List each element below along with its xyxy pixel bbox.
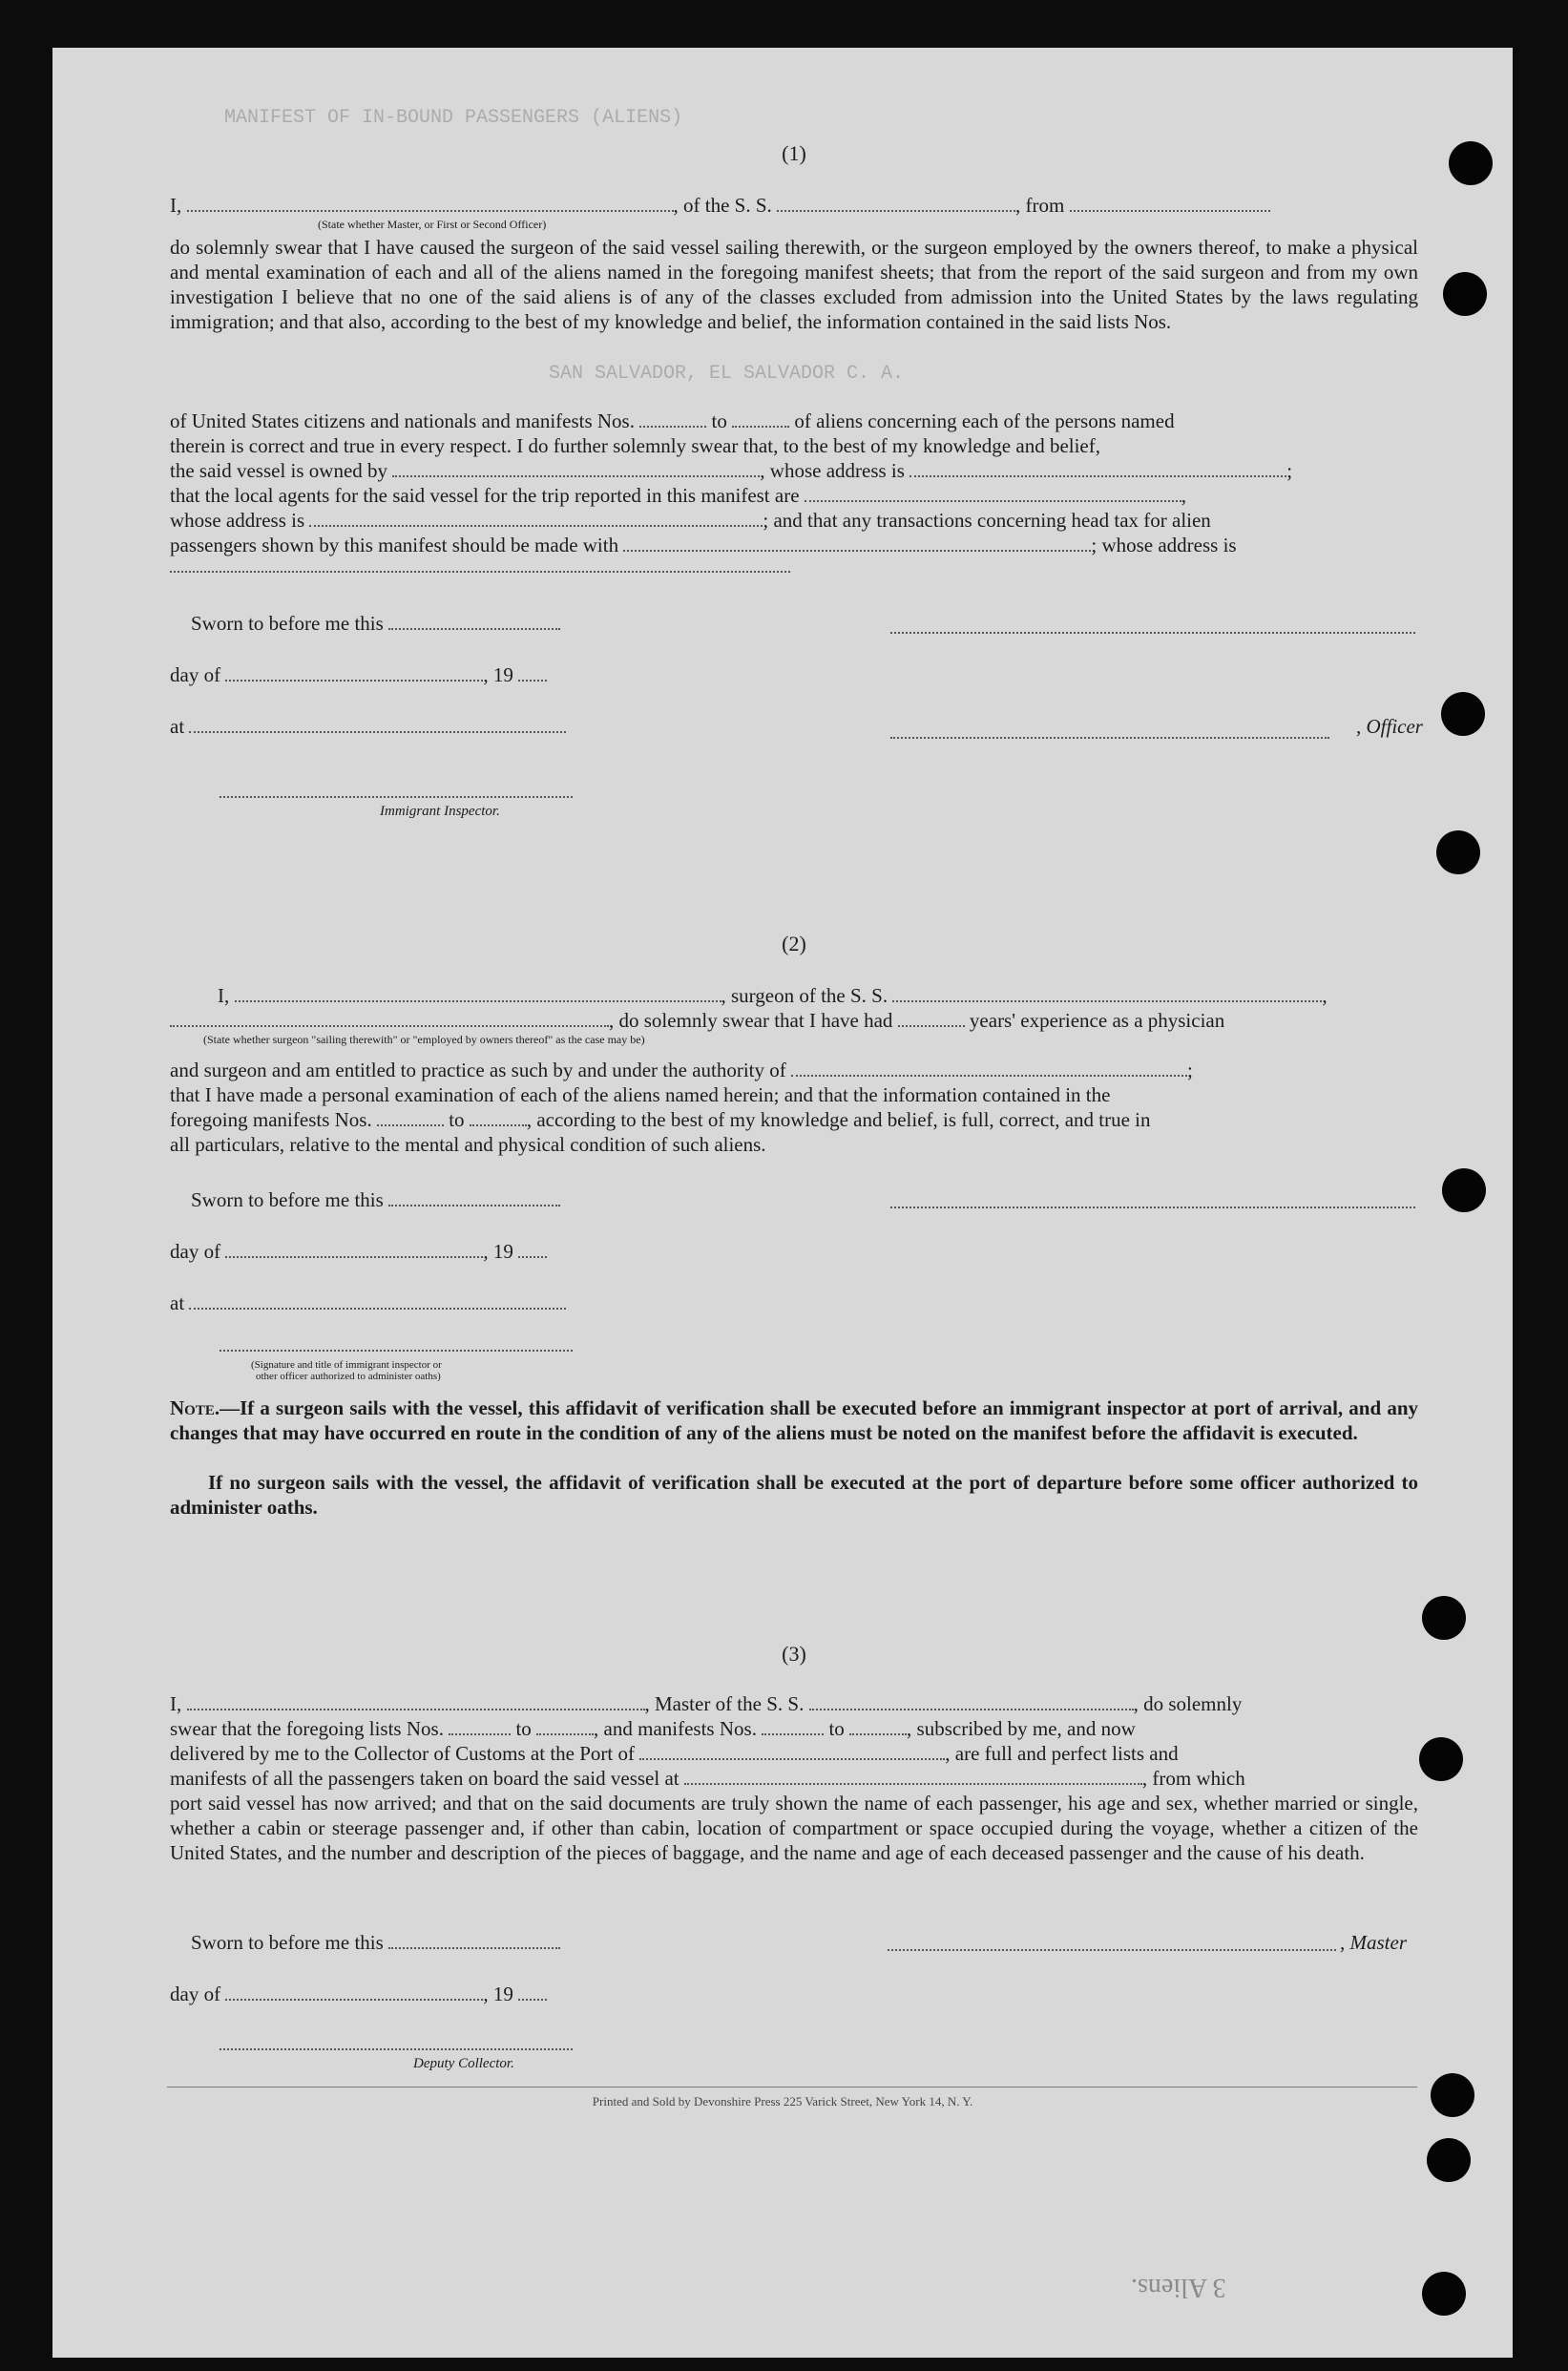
bleed-through-text: SAN SALVADOR, EL SALVADOR C. A. bbox=[549, 363, 905, 385]
immigrant-inspector-signature-line[interactable] bbox=[220, 794, 573, 798]
section-3-sworn-day-field[interactable] bbox=[388, 1932, 560, 1949]
immigrant-inspector-label: Immigrant Inspector. bbox=[380, 804, 500, 819]
section-2-day-of: day of , 19 bbox=[170, 1239, 1418, 1264]
section-2-sig-note-1: (Signature and title of immigrant inspector or bbox=[251, 1359, 442, 1371]
surgeon-name-field[interactable] bbox=[235, 985, 721, 1002]
punch-hole bbox=[1422, 1596, 1466, 1640]
years-experience-field[interactable] bbox=[898, 1010, 965, 1027]
vessel-name-field[interactable] bbox=[777, 195, 1015, 212]
head-tax-agent-field[interactable] bbox=[623, 535, 1091, 552]
section-3-master-name-field[interactable] bbox=[187, 1693, 645, 1710]
margin-annotation: 3 Aliens. bbox=[1131, 2273, 1226, 2302]
section-1-line-passengers: passengers shown by this manifest should be made with ; whose address is bbox=[170, 534, 1237, 556]
section-1-sworn: Sworn to before me this bbox=[191, 611, 1439, 636]
footer-rule bbox=[167, 2087, 1417, 2088]
port-of-arrival-field[interactable] bbox=[639, 1743, 945, 1760]
note-text: —If a surgeon sails with the vessel, this affidavit of verification shall be executed before an immigrant inspector at port of arrival, and any changes that may have occurred en route in the condition of any of the aliens must be noted on the manifest before the affidavit is executed. bbox=[170, 1396, 1418, 1444]
section-3-year-field[interactable] bbox=[518, 1983, 547, 2001]
punch-hole bbox=[1431, 2073, 1474, 2117]
section-1-line-owned: the said vessel is owned by , whose address is ; bbox=[170, 459, 1293, 482]
bleed-through-header: MANIFEST OF IN-BOUND PASSENGERS (ALIENS) bbox=[224, 107, 683, 129]
section-1-year-field[interactable] bbox=[518, 664, 547, 682]
section-2-line-3: and surgeon and am entitled to practice as such by and under the authority of ; bbox=[170, 1059, 1193, 1081]
section-2-sworn: Sworn to before me this bbox=[191, 1187, 1439, 1212]
section-3-manifests-to-field[interactable] bbox=[849, 1718, 907, 1735]
note-label: Note. bbox=[170, 1396, 220, 1419]
deputy-collector-label: Deputy Collector. bbox=[413, 2056, 514, 2071]
section-3-line-4: manifests of all the passengers taken on board the said vessel at , from which bbox=[170, 1767, 1245, 1790]
section-2-year-field[interactable] bbox=[518, 1241, 547, 1258]
section-3-number: (3) bbox=[782, 1642, 806, 1666]
manifest-nos-from-field[interactable] bbox=[639, 410, 706, 428]
section-3-line-1: I, , Master of the S. S. , do solemnly bbox=[170, 1692, 1243, 1715]
surgeon-manifest-from-field[interactable] bbox=[377, 1109, 444, 1126]
section-3-line-2: swear that the foregoing lists Nos. to , and manifests Nos. to , subscribed by me, and now bbox=[170, 1717, 1136, 1740]
surgeon-vessel-field[interactable] bbox=[892, 985, 1322, 1002]
section-2-note bbox=[170, 1395, 1418, 1445]
section-2-inspector-signature-line[interactable] bbox=[220, 1348, 573, 1352]
master-label: , Master bbox=[1340, 1931, 1407, 1954]
surgeon-signature-line[interactable] bbox=[890, 1205, 1415, 1208]
authority-field[interactable] bbox=[791, 1060, 1187, 1077]
section-1-month-field[interactable] bbox=[225, 664, 483, 682]
section-3-manifests-from-field[interactable] bbox=[762, 1718, 824, 1735]
form-page bbox=[52, 48, 1513, 2358]
section-2-surgeon-note: (State whether surgeon "sailing therewith" or "employed by owners thereof" as the case may be) bbox=[203, 1033, 645, 1046]
section-1-officer-line[interactable] bbox=[890, 735, 1329, 739]
from-port-field[interactable] bbox=[1070, 195, 1270, 212]
surgeon-manifest-to-field[interactable] bbox=[470, 1109, 527, 1126]
master-signature-line[interactable] bbox=[888, 1947, 1336, 1951]
section-2-month-field[interactable] bbox=[225, 1241, 483, 1258]
punch-hole bbox=[1441, 692, 1485, 736]
section-1-master-note: (State whether Master, or First or Second Officer) bbox=[318, 218, 547, 231]
manifest-nos-to-field[interactable] bbox=[732, 410, 789, 428]
officer-label: , Officer bbox=[1356, 715, 1423, 738]
surgeon-status-field[interactable] bbox=[170, 1010, 609, 1027]
section-1-officer-signature-line[interactable] bbox=[890, 630, 1415, 634]
section-3-day-of: day of , 19 bbox=[170, 1982, 1418, 2006]
printer-footer: Printed and Sold by Devonshire Press 225 Varick Street, New York 14, N. Y. bbox=[592, 2094, 973, 2109]
punch-hole bbox=[1443, 272, 1487, 316]
section-2-at: at bbox=[170, 1290, 1418, 1315]
punch-hole bbox=[1449, 141, 1493, 185]
section-2-place-field[interactable] bbox=[189, 1292, 566, 1310]
head-tax-address-field[interactable] bbox=[170, 569, 790, 573]
section-3-body: port said vessel has now arrived; and that on the said documents are truly shown the name of each passenger, his age and sex, whether married or single, whether a cabin or steerage passenger and, if other than cabin, location of compartment or space occupied during the voyage, whether a citizen of the United States, and the number and description of the pieces of baggage, and the name and age of each deceased passenger and the cause of his death. bbox=[170, 1792, 1418, 1864]
section-2-sig-note-2: other officer authorized to administer oaths) bbox=[256, 1371, 441, 1382]
section-1-day-of: day of , 19 bbox=[170, 662, 1418, 687]
punch-hole bbox=[1427, 2138, 1471, 2182]
section-3-line-3: delivered by me to the Collector of Customs at the Port of , are full and perfect lists and bbox=[170, 1742, 1179, 1765]
section-1-number: (1) bbox=[782, 141, 806, 165]
agents-field[interactable] bbox=[805, 485, 1181, 502]
deputy-collector-signature-line[interactable] bbox=[220, 2046, 573, 2050]
section-3-month-field[interactable] bbox=[225, 1983, 483, 2001]
port-of-departure-field[interactable] bbox=[684, 1768, 1142, 1785]
agents-address-field[interactable] bbox=[309, 510, 763, 527]
section-3-sworn: Sworn to before me this bbox=[191, 1930, 1439, 1955]
punch-hole bbox=[1419, 1737, 1463, 1781]
section-1-line-address: whose address is ; and that any transactions concerning head tax for alien bbox=[170, 509, 1211, 532]
section-1-sworn-day-field[interactable] bbox=[388, 613, 560, 630]
section-1-line-1: I, , of the S. S. , from bbox=[170, 193, 1418, 218]
section-1-place-field[interactable] bbox=[189, 716, 566, 733]
section-1-body: do solemnly swear that I have caused the surgeon of the said vessel sailing therewith, or the surgeon employed by the owners thereof, to make a physical and mental examination of each and all of the aliens named in the foregoing manifest sheets; that from the report of the said surgeon and from my own investigation I believe that no one of the said aliens is of any of the classes excluded from admission into the United States by the laws regulating immigration; and that also, according to the best of my knowledge and belief, the information contained in the said lists Nos. bbox=[170, 236, 1418, 333]
section-2-line-1: I, , surgeon of the S. S. , bbox=[218, 984, 1328, 1007]
master-name-field[interactable] bbox=[187, 195, 674, 212]
section-3-lists-to-field[interactable] bbox=[536, 1718, 594, 1735]
section-3-lists-from-field[interactable] bbox=[449, 1718, 511, 1735]
section-2-note-2: If no surgeon sails with the vessel, the affidavit of verification shall be executed at the port of departure before some officer authorized to administer oaths. bbox=[170, 1471, 1418, 1519]
punch-hole bbox=[1422, 2272, 1466, 2316]
section-2-line-5: foregoing manifests Nos. to , according to the best of my knowledge and belief, is full, correct, and true in bbox=[170, 1108, 1151, 1131]
section-1-at: at bbox=[170, 714, 1418, 739]
section-2-sworn-day-field[interactable] bbox=[388, 1189, 560, 1206]
section-1-line-therein: therein is correct and true in every respect. I do further solemnly swear that, to the best of my knowledge and belief, bbox=[170, 434, 1100, 457]
punch-hole bbox=[1442, 1168, 1486, 1212]
punch-hole bbox=[1436, 830, 1480, 874]
section-2-line-4: that I have made a personal examination of each of the aliens named herein; and that the information contained in the bbox=[170, 1083, 1111, 1106]
section-1-line-citizens: of United States citizens and nationals and manifests Nos. to of aliens concerning each of the persons named bbox=[170, 409, 1175, 432]
section-2-line-6: all particulars, relative to the mental and physical condition of such aliens. bbox=[170, 1133, 766, 1156]
section-3-vessel-field[interactable] bbox=[809, 1693, 1134, 1710]
section-2-line-2: , do solemnly swear that I have had years' experience as a physician bbox=[170, 1008, 1418, 1033]
owner-field[interactable] bbox=[392, 460, 760, 477]
section-2-number: (2) bbox=[782, 932, 806, 955]
owner-address-field[interactable] bbox=[909, 460, 1286, 477]
section-1-line-agents: that the local agents for the said vessel for the trip reported in this manifest are , bbox=[170, 484, 1187, 507]
